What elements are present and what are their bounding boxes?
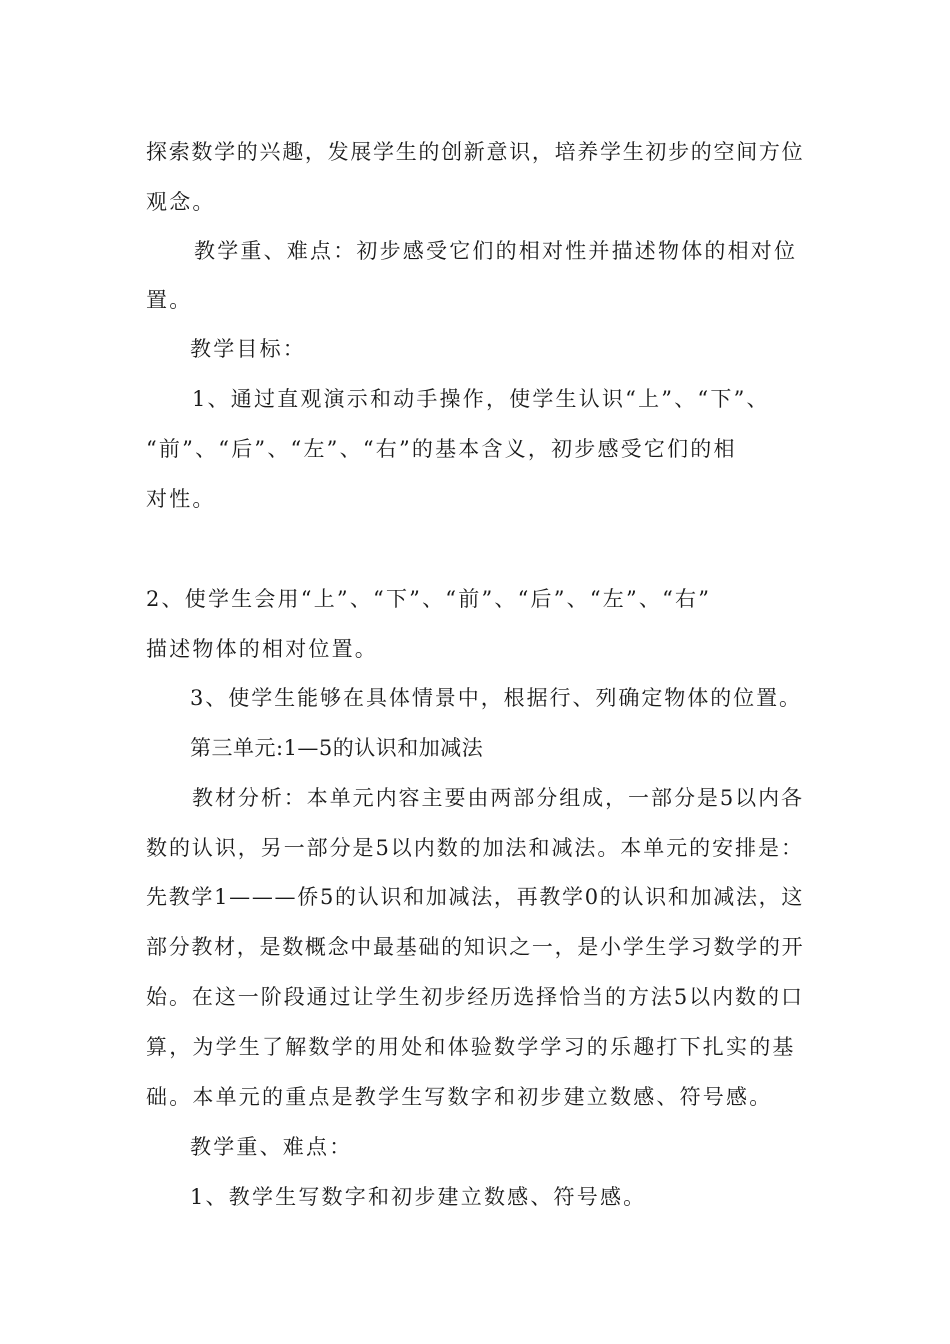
text-line-10: 描述物体的相对位置。 (146, 637, 378, 661)
text-line-13: 教材分析：本单元内容主要由两部分组成，一部分是5以内各 (192, 786, 805, 810)
text-line-8: 对性。 (146, 487, 216, 511)
text-line-16: 部分教材，是数概念中最基础的知识之一，是小学生学习数学的开 (146, 935, 805, 959)
section-heading: 第三单元:1—5的认识和加减法 (190, 736, 484, 760)
text-line-1: 探索数学的兴趣，发展学生的创新意识，培养学生初步的空间方位 (146, 140, 805, 164)
text-line-9: 2、使学生会用“上”、“下”、“前”、“后”、“左”、“右” (146, 587, 712, 611)
text-line-15: 先教学1———侨5的认识和加减法，再教学0的认识和加减法，这 (146, 885, 805, 909)
text-line-17: 始。在这一阶段通过让学生初步经历选择恰当的方法5以内数的口 (146, 985, 804, 1009)
text-line-7: “前”、“后”、“左”、“右”的基本含义，初步感受它们的相 (146, 437, 737, 461)
text-line-14: 数的认识，另一部分是5以内数的加法和减法。本单元的安排是： (146, 836, 804, 860)
text-line-4: 置。 (146, 288, 193, 312)
text-line-18: 算，为学生了解数学的用处和体验数学学习的乐趣打下扎实的基 (146, 1035, 796, 1059)
text-line-21: 1、教学生写数字和初步建立数感、符号感。 (190, 1185, 647, 1209)
text-line-5: 教学目标： (190, 337, 306, 361)
text-line-6: 1、通过直观演示和动手操作，使学生认识“上”、“下”、 (192, 387, 770, 411)
text-line-3: 教学重、难点：初步感受它们的相对性并描述物体的相对位 (194, 239, 798, 263)
text-line-11: 3、使学生能够在具体情景中，根据行、列确定物体的位置。 (190, 686, 803, 710)
text-line-20: 教学重、难点： (190, 1135, 353, 1159)
text-line-2: 观念。 (146, 190, 216, 214)
text-line-19: 础。本单元的重点是教学生写数字和初步建立数感、符号感。 (146, 1085, 773, 1109)
